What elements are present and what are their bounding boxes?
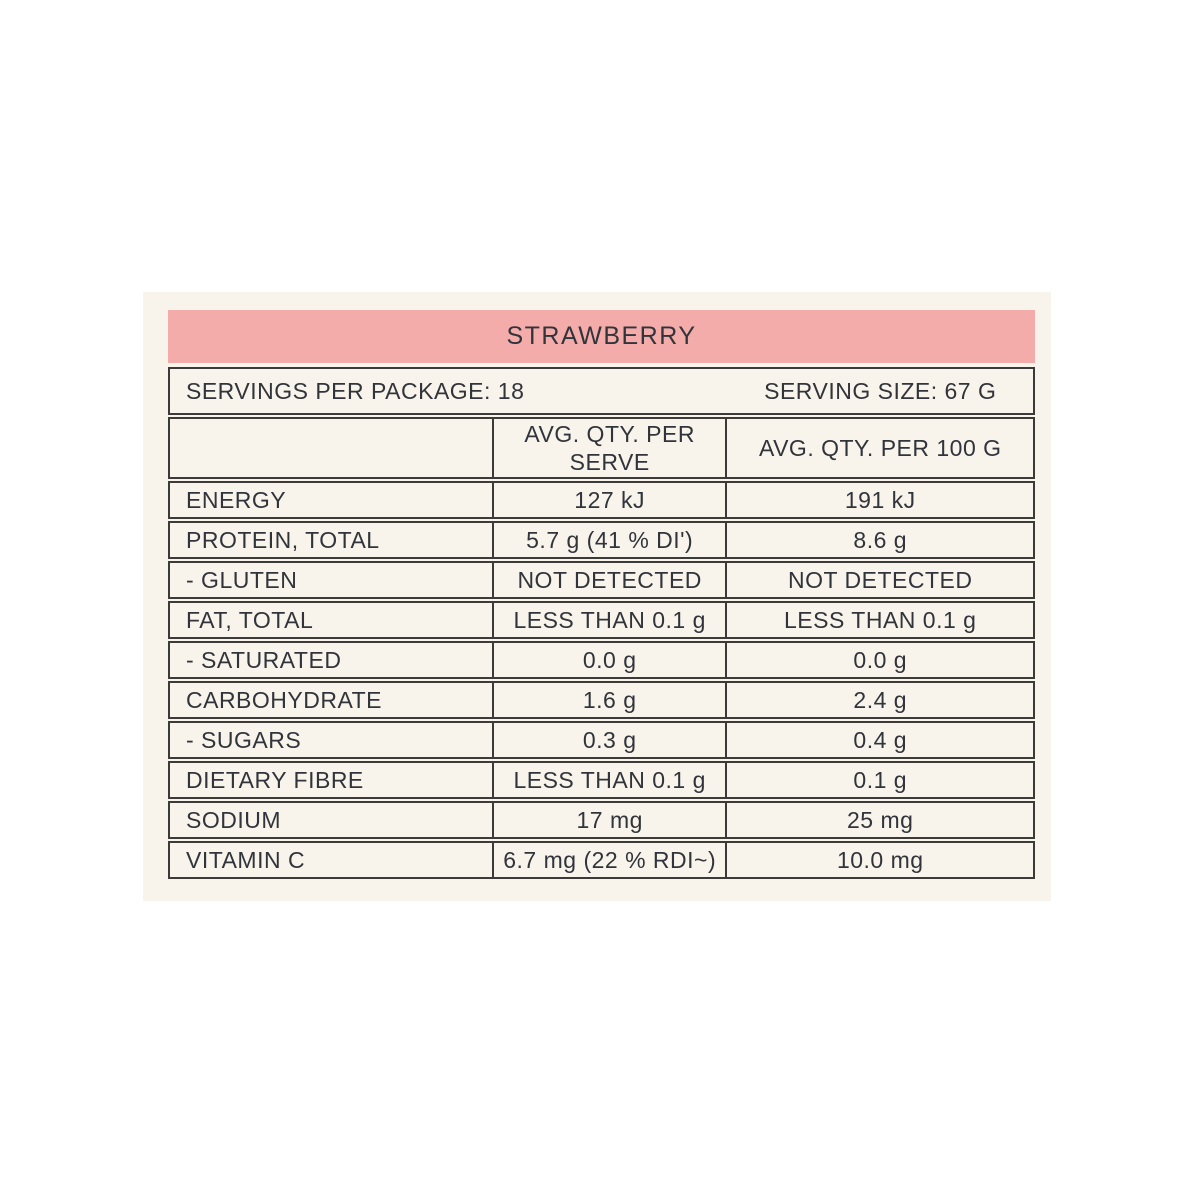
nutrition-panel-card (143, 292, 1051, 901)
table-row-gluten (168, 561, 1035, 599)
row-label: - GLUTEN (186, 567, 298, 593)
flavour-header (168, 310, 1035, 363)
row-per-serve-value: 1.6 g (492, 683, 728, 717)
row-label: SODIUM (186, 807, 281, 833)
row-per-100g-value: 25 mg (847, 807, 914, 833)
row-label: - SUGARS (186, 727, 302, 753)
row-per-serve-value: 127 kJ (492, 483, 728, 517)
column-header-per-100g: AVG. QTY. PER 100 G (758, 435, 1002, 461)
row-label: CARBOHYDRATE (186, 687, 382, 713)
row-per-100g-value: 2.4 g (853, 687, 908, 713)
row-per-100g-value: NOT DETECTED (788, 567, 973, 593)
table-row-fat (168, 601, 1035, 639)
column-header-empty (170, 419, 492, 477)
row-per-100g-value: 10.0 mg (836, 847, 924, 873)
row-per-serve-value: 6.7 mg (22 % RDI~) (492, 843, 728, 877)
row-label: - SATURATED (186, 647, 342, 673)
row-per-100g-value: 0.0 g (853, 647, 908, 673)
row-per-serve-value: 5.7 g (41 % DI') (492, 523, 728, 557)
column-header-row (168, 417, 1035, 479)
row-per-100g-value: 0.1 g (853, 767, 908, 793)
row-per-100g-value: 0.4 g (853, 727, 908, 753)
serving-size: SERVING SIZE: 67 G (764, 377, 997, 404)
row-per-serve-value: LESS THAN 0.1 g (492, 603, 728, 637)
table-row-energy (168, 481, 1035, 519)
row-per-serve-value: 0.3 g (492, 723, 728, 757)
row-label: VITAMIN C (186, 847, 306, 873)
row-label: ENERGY (186, 487, 287, 513)
row-per-100g-value: LESS THAN 0.1 g (784, 607, 977, 633)
servings-per-package: SERVINGS PER PACKAGE: 18 (186, 377, 525, 404)
nutrition-table (168, 310, 1035, 879)
table-row-vitamin-c (168, 841, 1035, 879)
row-per-100g-value: 8.6 g (853, 527, 908, 553)
table-row-protein (168, 521, 1035, 559)
table-row-sugars (168, 721, 1035, 759)
table-row-sodium (168, 801, 1035, 839)
table-row-dietary-fibre (168, 761, 1035, 799)
row-label: DIETARY FIBRE (186, 767, 364, 793)
row-per-serve-value: 0.0 g (492, 643, 728, 677)
table-row-carbohydrate (168, 681, 1035, 719)
row-per-serve-value: LESS THAN 0.1 g (492, 763, 728, 797)
table-row-saturated (168, 641, 1035, 679)
row-per-serve-value: NOT DETECTED (492, 563, 728, 597)
row-per-100g-value: 191 kJ (844, 487, 916, 513)
row-per-serve-value: 17 mg (492, 803, 728, 837)
flavour-title: STRAWBERRY (506, 322, 697, 350)
servings-row (168, 367, 1035, 415)
column-header-per-serve: AVG. QTY. PER SERVE (492, 419, 728, 477)
row-label: FAT, TOTAL (186, 607, 314, 633)
row-label: PROTEIN, TOTAL (186, 527, 380, 553)
